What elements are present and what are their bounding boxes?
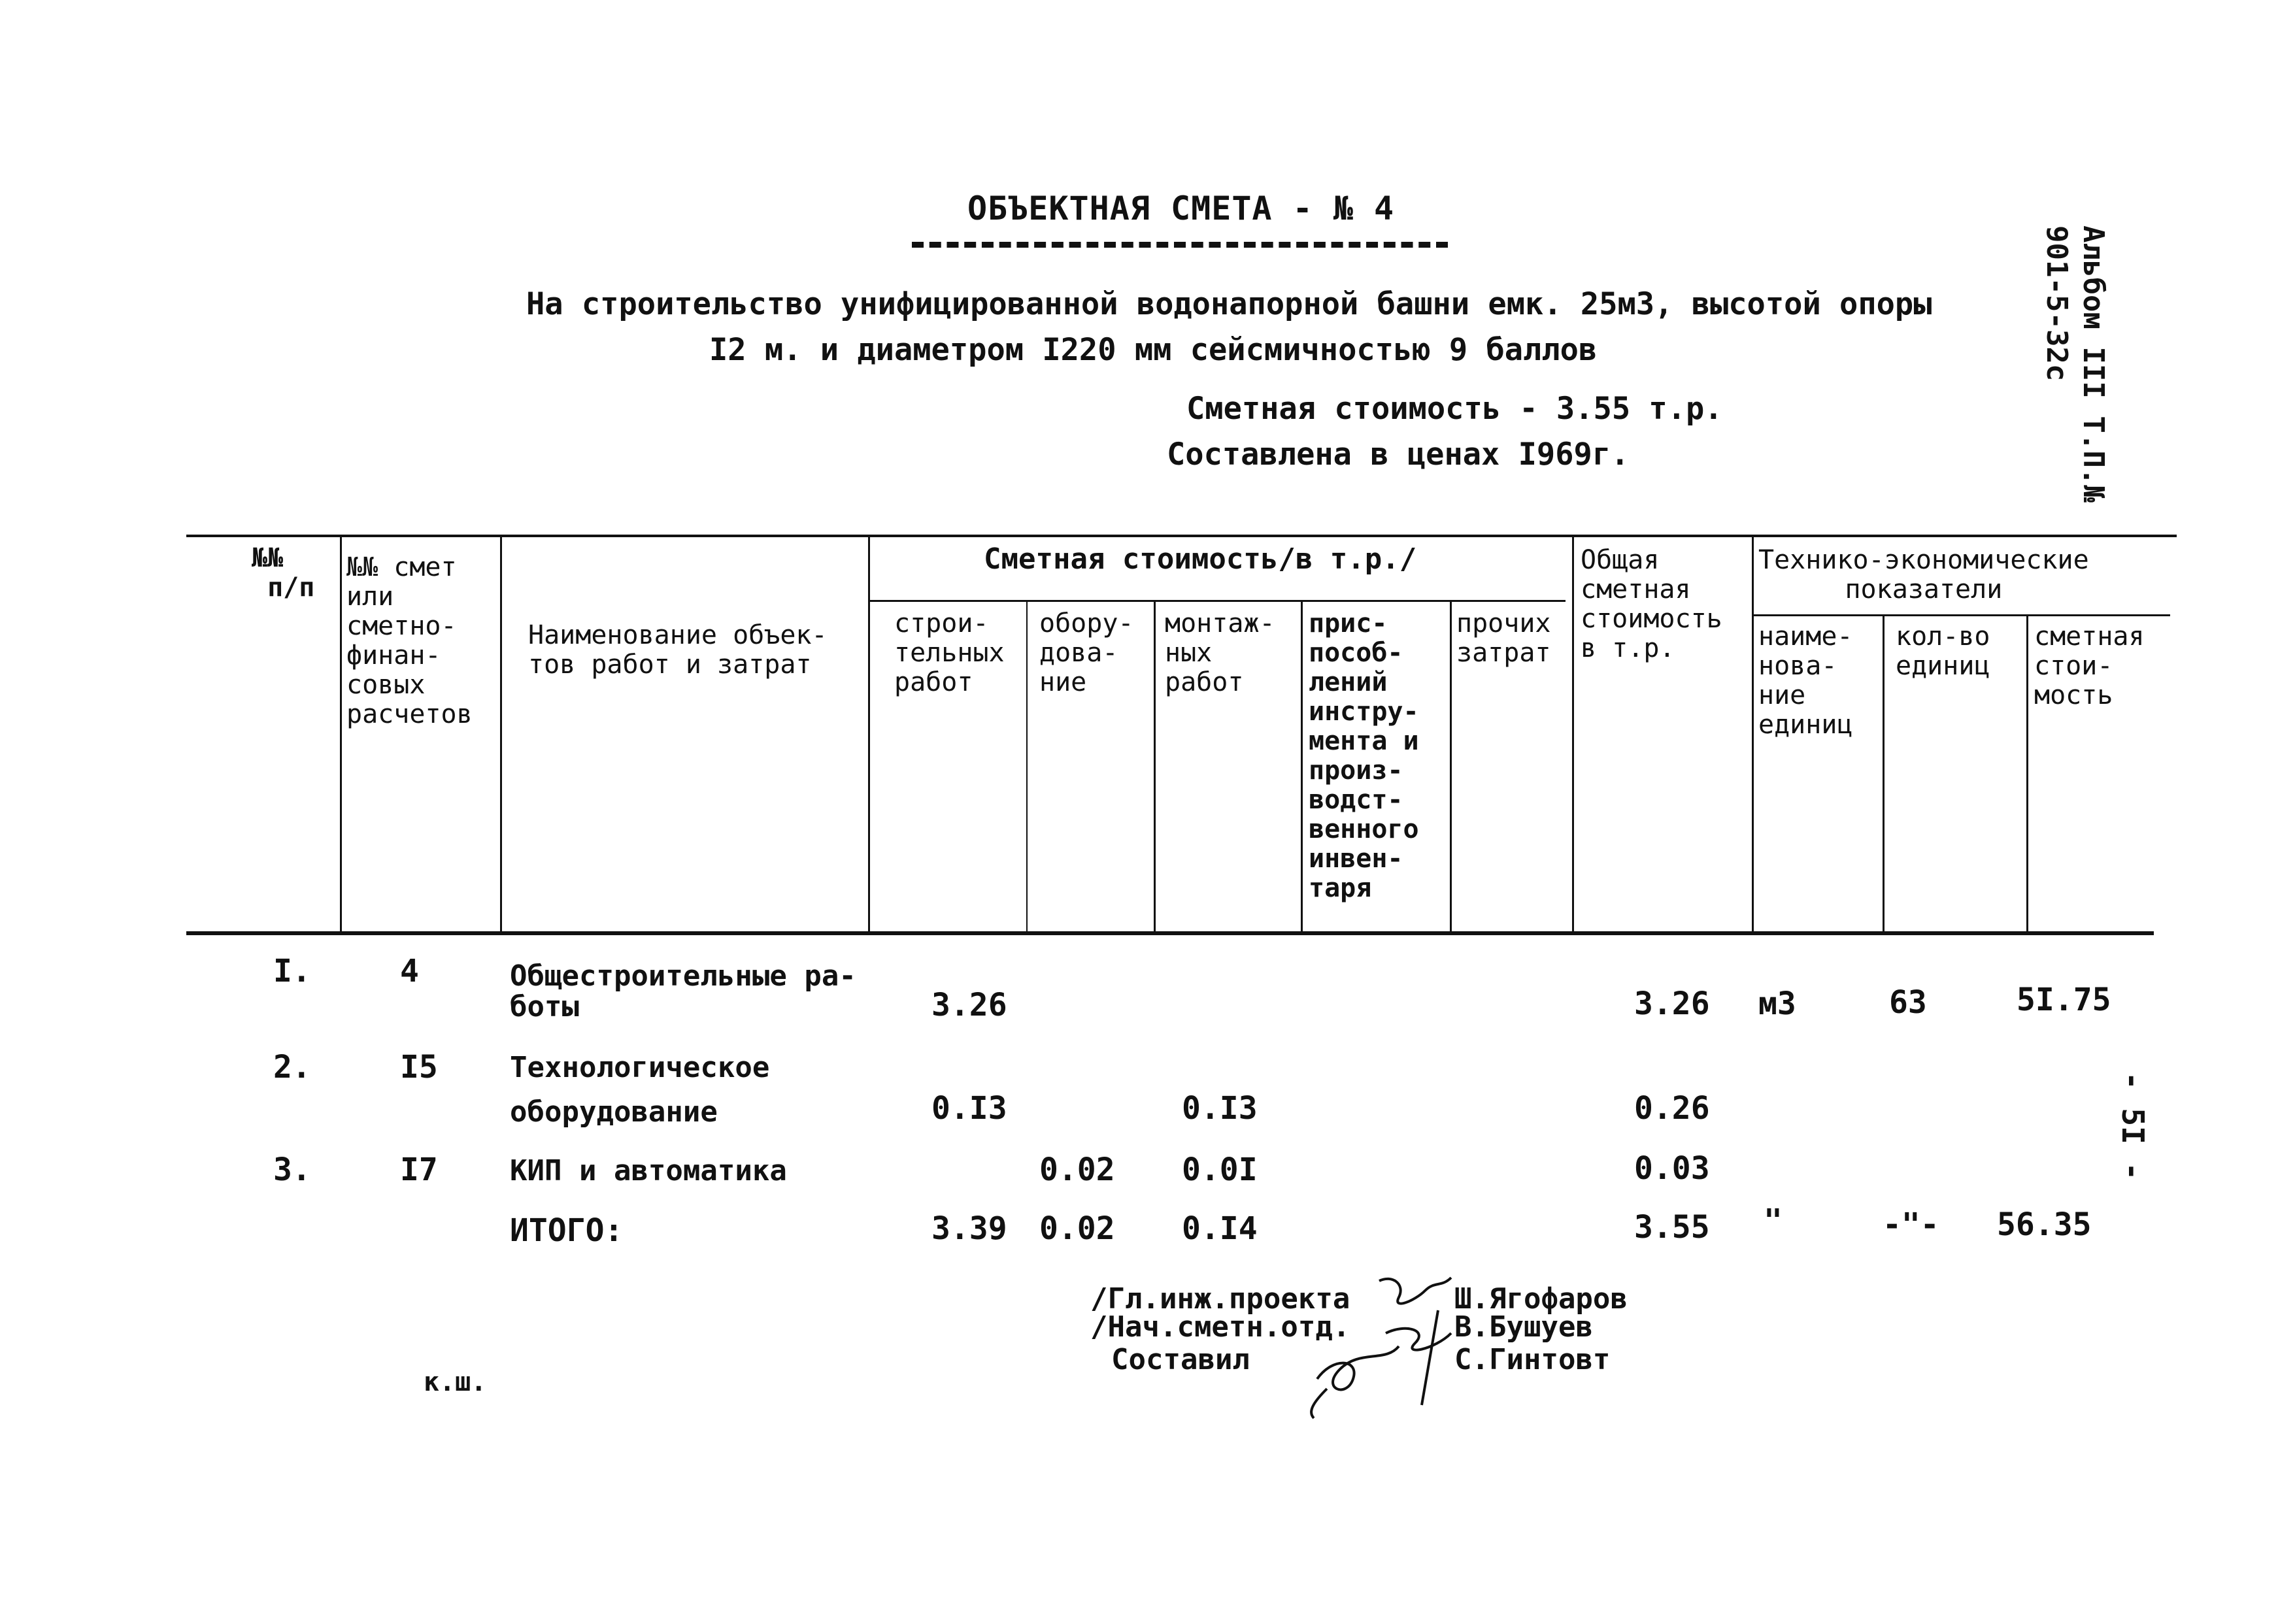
row-1-name-1: Общестроительные ра- <box>510 959 856 993</box>
header-estimates: №№ смет или сметно- финан- совых расчетов <box>346 552 473 729</box>
price-basis: Составлена в ценах I969г. <box>1167 437 1630 472</box>
row-3-name-1: КИП и автоматика <box>510 1154 787 1187</box>
row-2-installation: 0.I3 <box>1182 1090 1258 1127</box>
col-rule-6 <box>1301 601 1303 931</box>
total-count: -"- <box>1883 1206 1939 1243</box>
album-line-2: 901-5-32с <box>2040 225 2073 382</box>
row-3-equipment: 0.02 <box>1039 1152 1115 1188</box>
signature-name-3: С.Гинтовт <box>1454 1343 1611 1376</box>
total-construction: 3.39 <box>931 1210 1007 1247</box>
header-unit-cost: сметная стои- мость <box>2034 621 2145 710</box>
col-rule-4 <box>1026 601 1028 931</box>
header-cost-group: Сметная стоимость/в т.р./ <box>984 542 1417 576</box>
row-1-unit: м3 <box>1758 986 1796 1022</box>
header-name: Наименование объек- тов работ и затрат <box>528 620 828 680</box>
total-equipment: 0.02 <box>1039 1210 1115 1247</box>
left-mark: к.ш. <box>424 1367 487 1397</box>
col-rule-11 <box>2026 616 2028 931</box>
row-2-total: 0.26 <box>1634 1090 1710 1127</box>
col-rule-3 <box>868 537 870 931</box>
header-bottom-rule <box>186 931 2154 935</box>
header-other: прочих затрат <box>1456 608 1551 668</box>
row-1-unit-cost: 5I.75 <box>2017 982 2111 1018</box>
handwritten-signature <box>1301 1271 1477 1421</box>
total-label: ИТОГО: <box>510 1212 624 1249</box>
header-tools: прис- пособ- лений инстру- мента и произ- водст- венного инвен- таря <box>1309 608 1419 903</box>
row-2-construction: 0.I3 <box>931 1090 1007 1127</box>
row-1-total: 3.26 <box>1634 986 1710 1022</box>
total-unit: " <box>1764 1202 1783 1239</box>
row-2-estimate: I5 <box>400 1049 438 1085</box>
signature-name-1: Ш.Ягофаров <box>1454 1282 1628 1316</box>
header-num: №№ п/п <box>252 543 315 603</box>
tech-group-rule <box>1752 614 2170 616</box>
subtitle-line-2: I2 м. и диаметром I220 мм сейсмичностью 9 баллов <box>709 332 1598 368</box>
row-3-total: 0.03 <box>1634 1150 1710 1187</box>
signature-name-2: В.Бушуев <box>1454 1310 1593 1344</box>
album-label <box>2040 225 2160 503</box>
col-rule-10 <box>1883 616 1885 931</box>
row-2-name-1: Технологическое <box>510 1051 770 1084</box>
header-total: Общая сметная стоимость в т.р. <box>1581 545 1722 663</box>
page-number: - 5I - <box>2115 1072 2151 1181</box>
album-line-1: Альбом III Т.П.№ <box>2077 225 2110 503</box>
cost-group-rule <box>869 600 1566 602</box>
col-rule-5 <box>1154 601 1156 931</box>
header-unit-name: наиме- нова- ние единиц <box>1758 621 1853 740</box>
row-3-num: 3. <box>273 1152 311 1188</box>
row-1-num: I. <box>273 953 311 989</box>
col-rule-2 <box>500 537 502 931</box>
col-rule-7 <box>1450 601 1452 931</box>
row-1-construction: 3.26 <box>931 987 1007 1023</box>
col-rule-1 <box>340 537 342 931</box>
row-1-count: 63 <box>1889 984 1927 1021</box>
header-tech-group: Технико-экономические показатели <box>1758 545 2089 605</box>
signature-role-3: Составил <box>1111 1343 1250 1376</box>
row-1-name-2: боты <box>510 990 579 1023</box>
col-rule-8 <box>1572 537 1574 931</box>
row-2-num: 2. <box>273 1049 311 1085</box>
row-3-installation: 0.0I <box>1182 1152 1258 1188</box>
table-top-rule <box>186 535 2177 537</box>
subtitle-line-1: На строительство унифицированной водонапорной башни емк. 25м3, высотой опоры <box>526 286 1932 322</box>
row-2-name-2: оборудование <box>510 1095 718 1129</box>
header-equipment: обору- дова- ние <box>1039 608 1134 697</box>
total-unit-cost: 56.35 <box>1997 1206 2092 1243</box>
header-installation: монтаж- ных работ <box>1165 608 1275 697</box>
header-construction: строи- тельных работ <box>894 608 1005 697</box>
total-installation: 0.I4 <box>1182 1210 1258 1247</box>
signature-role-2: /Нач.сметн.отд. <box>1090 1310 1350 1344</box>
document-title: ОБЪЕКТНАЯ СМЕТА - № 4 <box>967 190 1395 227</box>
title-underline <box>912 242 1448 248</box>
signature-role-1: /Гл.инж.проекта <box>1090 1282 1350 1316</box>
total-total: 3.55 <box>1634 1209 1710 1246</box>
estimated-cost: Сметная стоимость - 3.55 т.р. <box>1186 391 1723 427</box>
row-3-estimate: I7 <box>400 1152 438 1188</box>
col-rule-9 <box>1752 537 1754 931</box>
row-1-estimate: 4 <box>400 953 419 989</box>
header-unit-count: кол-во единиц <box>1896 621 1990 681</box>
